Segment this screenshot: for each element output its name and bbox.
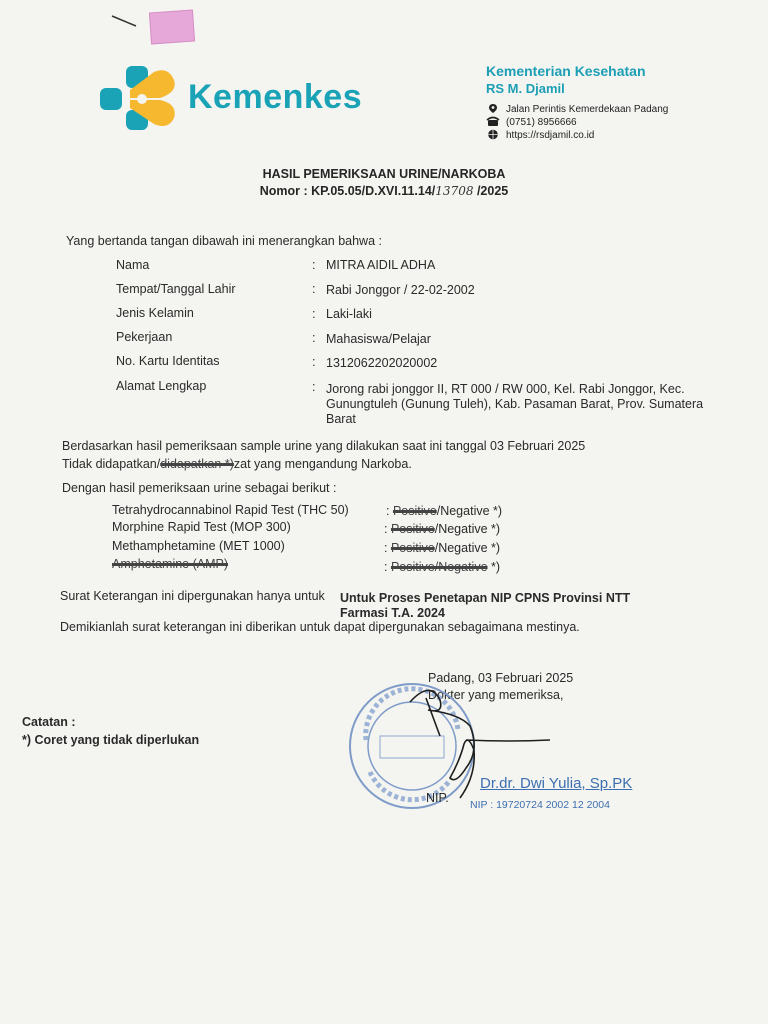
test-result-value: /Negative *) bbox=[434, 541, 501, 555]
phone-icon bbox=[486, 116, 500, 127]
finding-negative-text: Tidak didapatkan/ bbox=[62, 457, 161, 471]
address-text: Jalan Perintis Kemerdekaan Padang bbox=[506, 104, 669, 115]
finding-struck-text: didapatkan *) bbox=[160, 457, 234, 471]
test-result-struck: Positive bbox=[392, 504, 437, 518]
identity-value-name: MITRA AIDIL ADHA bbox=[326, 258, 436, 272]
identity-colon: : bbox=[312, 331, 316, 345]
intro-text: Yang bertanda tangan dibawah ini menerangkan bahwa : bbox=[66, 234, 382, 248]
purpose-line-1: Untuk Proses Penetapan NIP CPNS Provinsi NTT bbox=[340, 591, 631, 605]
signature-nip-label: NIP. bbox=[426, 791, 449, 805]
test-result-value: /Negative *) bbox=[436, 504, 503, 518]
identity-label-gender: Jenis Kelamin bbox=[116, 306, 194, 320]
test-name-met: Methamphetamine (MET 1000) bbox=[112, 539, 285, 553]
phone-text: (0751) 8956666 bbox=[506, 117, 577, 128]
location-icon bbox=[486, 103, 500, 114]
identity-colon: : bbox=[312, 307, 316, 321]
finding-line-1: Berdasarkan hasil pemeriksaan sample urine yang dilakukan saat ini tanggal 03 Februari 2025 bbox=[62, 439, 586, 453]
tests-intro: Dengan hasil pemeriksaan urine sebagai berikut : bbox=[62, 481, 337, 495]
test-result-value: /Negative *) bbox=[434, 522, 501, 536]
test-name-amp bbox=[112, 557, 228, 571]
notes-text: *) Coret yang tidak diperlukan bbox=[22, 733, 200, 747]
identity-label-occupation: Pekerjaan bbox=[116, 330, 173, 344]
identity-value-address-line-2: Gunungtuleh (Gunung Tuleh), Kab. Pasaman Barat, Prov. Sumatera bbox=[326, 397, 704, 411]
identity-colon: : bbox=[312, 258, 316, 272]
pen-mark bbox=[110, 14, 140, 28]
closing-text: Demikianlah surat keterangan ini diberikan untuk dapat dipergunakan sebagaimana mestinya. bbox=[60, 620, 580, 634]
identity-value-gender: Laki-laki bbox=[326, 307, 372, 321]
document-number bbox=[0, 184, 768, 198]
identity-value-id-card: 1312062202020002 bbox=[326, 356, 438, 370]
kemenkes-logo-icon bbox=[96, 62, 182, 134]
purpose-prefix: Surat Keterangan ini dipergunakan hanya untuk bbox=[60, 589, 325, 603]
address-line bbox=[486, 103, 668, 115]
identity-value-address-line-1: Jorong rabi jonggor II, RT 000 / RW 000, Kel. Rabi Jonggor, Kec. bbox=[326, 382, 685, 396]
identity-value-occupation: Mahasiswa/Pelajar bbox=[326, 332, 431, 346]
identity-value-birth: Rabi Jonggor / 22-02-2002 bbox=[326, 283, 475, 297]
identity-label-birth: Tempat/Tanggal Lahir bbox=[116, 282, 236, 296]
globe-icon bbox=[486, 129, 500, 140]
website-text[interactable]: https://rsdjamil.co.id bbox=[506, 130, 595, 141]
test-result-struck: Positive/Negative bbox=[390, 560, 488, 574]
logo-wordmark: Kemenkes bbox=[188, 78, 363, 116]
pink-sticky-tab bbox=[149, 10, 195, 45]
test-name-thc: Tetrahydrocannabinol Rapid Test (THC 50) bbox=[112, 503, 349, 517]
identity-colon: : bbox=[312, 282, 316, 296]
test-result-thc: : Positive/Negative *) bbox=[386, 504, 503, 518]
identity-colon: : bbox=[312, 355, 316, 369]
website-line bbox=[486, 129, 594, 141]
document-number-prefix: Nomor : KP.05.05/D.XVI.11.14/ bbox=[259, 184, 436, 198]
test-name-struck: Amphetamine (AMP) bbox=[112, 557, 229, 571]
test-result-struck: Positive bbox=[390, 541, 435, 555]
identity-label-id-card: No. Kartu Identitas bbox=[116, 354, 220, 368]
phone-line bbox=[486, 116, 577, 128]
doctor-nip: NIP : 19720724 2002 12 2004 bbox=[470, 799, 610, 811]
test-result-amp: : Positive/Negative *) bbox=[384, 560, 501, 574]
notes-heading: Catatan : bbox=[22, 715, 76, 729]
identity-label-name: Nama bbox=[116, 258, 150, 272]
test-result-met: : Positive/Negative *) bbox=[384, 541, 501, 555]
signature-role: Dokter yang memeriksa, bbox=[428, 688, 564, 702]
finding-line-2 bbox=[62, 457, 412, 471]
test-result-mop: : Positive/Negative *) bbox=[384, 522, 501, 536]
purpose-line-2: Farmasi T.A. 2024 bbox=[340, 606, 445, 620]
test-name-mop: Morphine Rapid Test (MOP 300) bbox=[112, 520, 291, 534]
finding-suffix-text: zat yang mengandung Narkoba. bbox=[233, 457, 412, 471]
signature-place-date: Padang, 03 Februari 2025 bbox=[428, 671, 574, 685]
identity-colon: : bbox=[312, 380, 316, 394]
test-result-struck: Positive bbox=[390, 522, 435, 536]
document-number-suffix: /2025 bbox=[473, 184, 509, 198]
document-title: HASIL PEMERIKSAAN URINE/NARKOBA bbox=[262, 167, 506, 181]
document-number-handwritten: 13708 bbox=[435, 184, 474, 198]
hospital-name: RS M. Djamil bbox=[486, 81, 565, 96]
organization-name: Kementerian Kesehatan bbox=[486, 63, 646, 79]
identity-value-address-line-3: Barat bbox=[326, 412, 356, 426]
identity-label-address: Alamat Lengkap bbox=[116, 379, 207, 393]
test-result-value: *) bbox=[487, 560, 501, 574]
doctor-name: Dr.dr. Dwi Yulia, Sp.PK bbox=[480, 775, 633, 792]
